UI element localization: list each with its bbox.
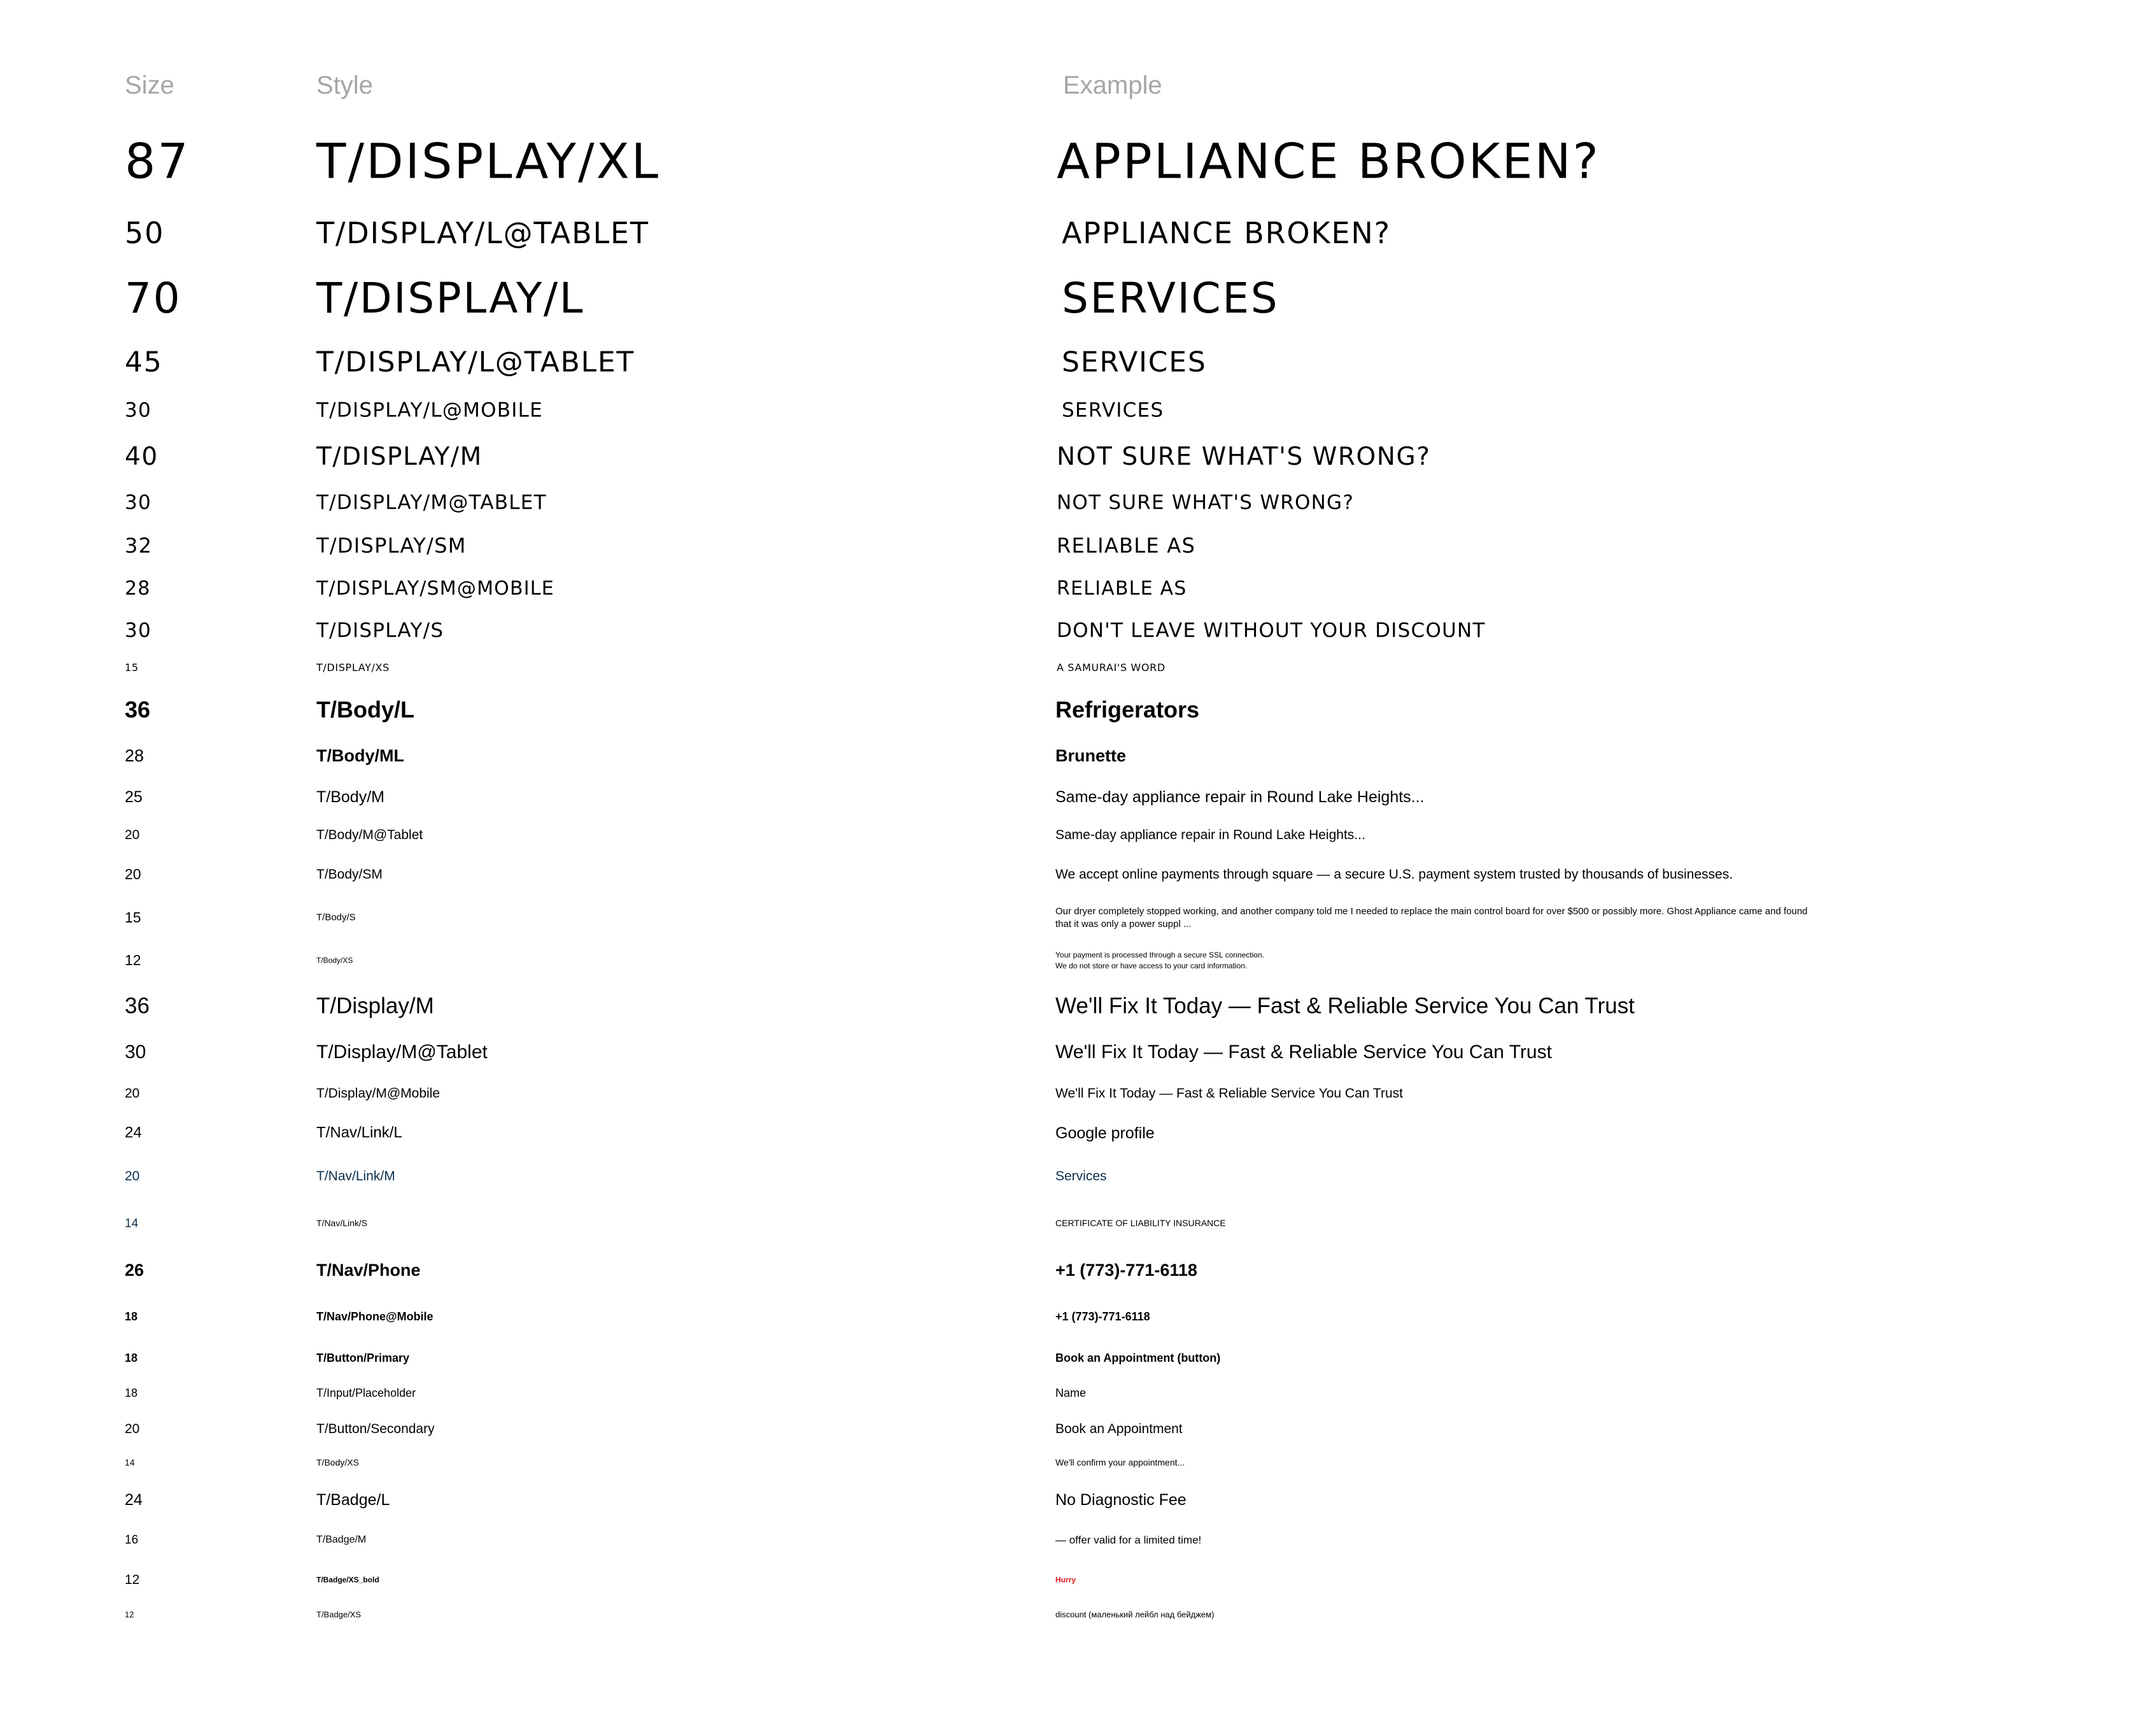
example-text: Book an Appointment (button) [1055,1351,1221,1364]
example-text: A SAMURAI'S WORD [1057,661,1166,674]
example-text: Services [1055,1169,1107,1184]
size-value: 12 [125,1609,134,1620]
example-text: +1 (773)-771-6118 [1055,1260,1197,1280]
size-value: 24 [125,1124,142,1141]
size-value: 16 [125,1533,139,1547]
size-value: 50 [125,216,165,251]
example-text: No Diagnostic Fee [1055,1491,1187,1509]
example-text: Same-day appliance repair in Round Lake Heights... [1055,828,1365,843]
style-name: T/Body/SM [316,867,383,882]
example-text: NOT SURE WHAT'S WRONG? [1057,491,1355,514]
style-name: T/Display/M@Tablet [316,1042,488,1063]
style-name: T/Body/L [316,696,414,723]
example-paragraph [1055,905,1845,931]
example-text: APPLIANCE BROKEN? [1062,216,1391,251]
size-value: 14 [125,1217,139,1231]
size-value: 36 [125,993,150,1019]
style-name: T/Display/M@Mobile [316,1086,440,1101]
size-column-header: Size [125,71,174,99]
style-name: T/Button/Secondary [316,1422,435,1437]
size-value: 87 [125,132,190,190]
example-text: APPLIANCE BROKEN? [1057,132,1600,190]
style-name: T/DISPLAY/L@MOBILE [316,399,543,422]
example-text: Brunette [1055,745,1127,765]
style-name: T/DISPLAY/M [316,442,483,472]
style-name: T/Body/M@Tablet [316,828,423,843]
example-text: Name [1055,1386,1087,1399]
style-name: T/Nav/Phone@Mobile [316,1310,433,1323]
style-name: T/DISPLAY/SM@MOBILE [316,577,554,600]
example-text: We'll confirm your appointment... [1055,1457,1185,1468]
size-value: 12 [125,952,141,969]
size-value: 20 [125,1086,140,1101]
size-value: 18 [125,1386,138,1399]
style-name: T/Body/XS [316,956,353,965]
size-value: 25 [125,788,143,806]
example-text: Hurry [1055,1575,1076,1585]
style-name: T/Body/XS [316,1457,359,1468]
size-value: 40 [125,442,159,472]
example-text: CERTIFICATE OF LIABILITY INSURANCE [1055,1218,1226,1229]
style-name: T/DISPLAY/M@TABLET [316,491,547,514]
example-text: We'll Fix It Today — Fast & Reliable Service You Can Trust [1055,993,1635,1019]
style-name: T/DISPLAY/SM [316,533,467,558]
style-name: T/Nav/Phone [316,1260,421,1280]
example-text: SERVICES [1062,399,1164,422]
size-value: 30 [125,1042,146,1063]
example-text: SERVICES [1062,274,1279,323]
example-text: discount (маленький лейбл над бейджем) [1055,1609,1215,1620]
example-text: — offer valid for a limited time! [1055,1534,1202,1546]
size-value: 28 [125,577,151,600]
style-name: T/Nav/Link/L [316,1124,402,1141]
style-name: T/Button/Primary [316,1351,410,1364]
size-value: 18 [125,1351,138,1364]
style-name: T/DISPLAY/L [316,274,585,323]
size-value: 30 [125,619,151,642]
style-name: T/Display/M [316,993,434,1019]
size-value: 20 [125,1422,140,1437]
example-line: We do not store or have access to your card information. [1055,961,1248,970]
example-text: Refrigerators [1055,696,1200,723]
size-value: 24 [125,1491,143,1509]
size-value: 15 [125,661,139,674]
example-text: We'll Fix It Today — Fast & Reliable Service You Can Trust [1055,1042,1552,1063]
size-value: 36 [125,696,151,723]
example-paragraph [1055,950,1565,972]
size-value: 45 [125,346,163,379]
example-text: We accept online payments through square — a secure U.S. payment system trusted by thousands of businesses. [1055,867,1733,882]
example-line: Our dryer completely stopped working, and another company told me I needed to replace the main control board for over $500 or possibly more. Ghost Appliance came and found [1055,905,1808,917]
style-name: T/DISPLAY/S [316,619,444,642]
style-name: T/Badge/L [316,1491,390,1509]
size-value: 15 [125,909,141,926]
size-value: 12 [125,1572,140,1588]
style-name: T/DISPLAY/L@TABLET [316,346,635,379]
example-text: SERVICES [1062,346,1207,379]
size-value: 18 [125,1310,138,1323]
size-value: 30 [125,399,151,422]
style-name: T/Badge/XS [316,1609,362,1620]
example-text: +1 (773)-771-6118 [1055,1310,1150,1323]
style-name: T/Input/Placeholder [316,1386,416,1399]
size-value: 70 [125,274,182,323]
example-text: DON'T LEAVE WITHOUT YOUR DISCOUNT [1057,619,1486,642]
example-text: Book an Appointment [1055,1422,1183,1437]
size-value: 14 [125,1457,135,1468]
example-column-header: Example [1063,71,1162,99]
example-text: Same-day appliance repair in Round Lake Heights... [1055,788,1425,806]
size-value: 30 [125,491,151,514]
size-value: 20 [125,828,140,843]
style-name: T/Body/S [316,912,356,923]
size-value: 32 [125,533,153,558]
style-name: T/DISPLAY/XS [316,661,390,674]
style-name: T/Body/M [316,788,384,806]
example-text: Google profile [1055,1124,1155,1142]
style-name: T/Badge/M [316,1534,367,1546]
example-text: We'll Fix It Today — Fast & Reliable Service You Can Trust [1055,1086,1403,1101]
size-value: 20 [125,1169,140,1184]
style-name: T/Nav/Link/S [316,1218,368,1229]
style-name: T/DISPLAY/XL [316,132,661,190]
style-name: T/Body/ML [316,745,404,765]
example-text: RELIABLE AS [1057,577,1187,600]
size-value: 26 [125,1260,144,1280]
size-value: 20 [125,866,141,883]
style-name: T/Badge/XS_bold [316,1575,379,1585]
style-name: T/Nav/Link/M [316,1169,395,1184]
size-value: 28 [125,745,144,765]
style-column-header: Style [316,71,373,99]
example-text: RELIABLE AS [1057,533,1196,558]
style-name: T/DISPLAY/L@TABLET [316,216,649,251]
example-line: that it was only a power suppl ... [1055,919,1192,929]
example-line: Your payment is processed through a secure SSL connection. [1055,950,1264,960]
example-text: NOT SURE WHAT'S WRONG? [1057,442,1431,472]
